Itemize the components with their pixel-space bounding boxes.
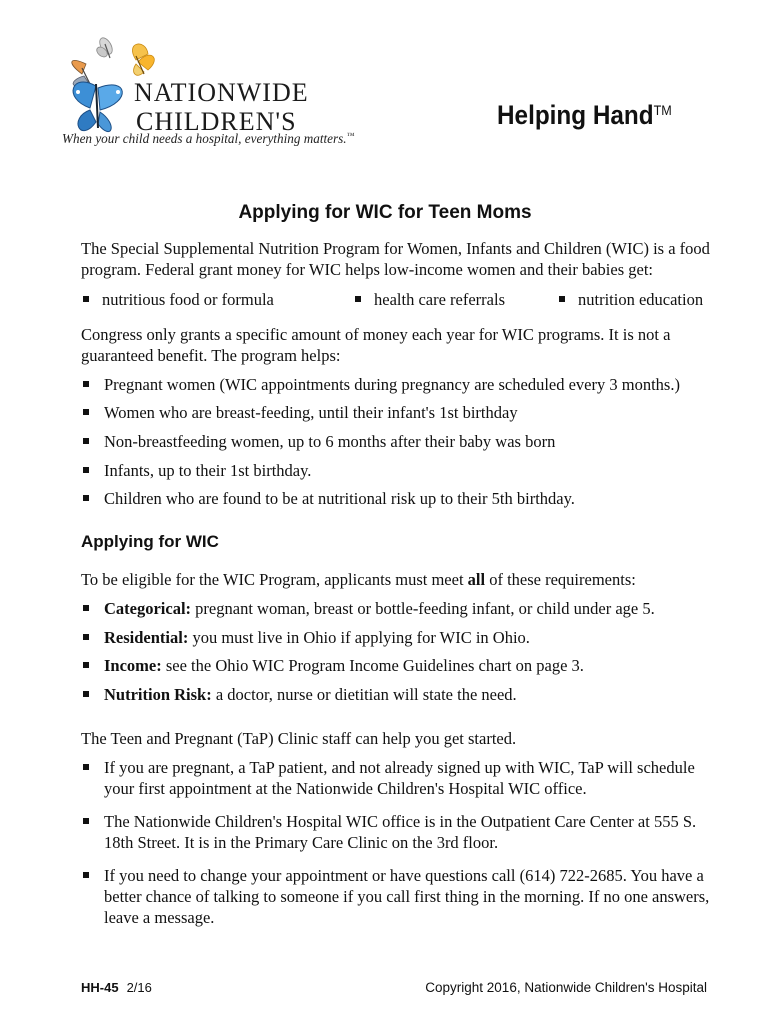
helps-list-item: Children who are found to be at nutritional risk up to their 5th birthday. — [81, 488, 711, 509]
footer-code: HH-45 2/16 — [81, 980, 152, 995]
brand-wordmark — [134, 80, 309, 135]
requirement-item: Residential: you must live in Ohio if applying for WIC in Ohio. — [81, 627, 711, 648]
tap-list-item: If you are pregnant, a TaP patient, and not already signed up with WIC, TaP will schedule your first appointment at the Nationwide Children's Hospital WIC office. — [81, 757, 711, 799]
tap-list-item: The Nationwide Children's Hospital WIC office is in the Outpatient Care Center at 555 S. 18th Street. It is in the Primary Care Clinic on the 3rd floor. — [81, 811, 711, 853]
intro-paragraph: The Special Supplemental Nutrition Program for Women, Infants and Children (WIC) is a food program. Federal grant money for WIC helps low-income women and their babies get: — [81, 239, 710, 279]
section-heading: Applying for WIC — [81, 532, 219, 551]
requirement-item: Nutrition Risk: a doctor, nurse or dietitian will state the need. — [81, 684, 711, 705]
helps-list-item: Non-breastfeeding women, up to 6 months after their baby was born — [81, 431, 711, 452]
tap-intro: The Teen and Pregnant (TaP) Clinic staff can help you get started. — [81, 729, 517, 748]
eligibility-intro: To be eligible for the WIC Program, applicants must meet all of these requirements: — [81, 570, 636, 589]
benefit-item: nutritious food or formula — [81, 289, 274, 310]
helps-list-item: Infants, up to their 1st birthday. — [81, 460, 711, 481]
benefit-item: nutrition education — [557, 289, 703, 310]
benefit-item: health care referrals — [353, 289, 505, 310]
requirement-item: Categorical: pregnant woman, breast or bottle-feeding infant, or child under age 5. — [81, 598, 711, 619]
tap-list-item: If you need to change your appointment or have questions call (614) 722-2685. You have a better chance of talking to someone if you call first thing in the morning. If no one answers, leave a message. — [81, 865, 711, 928]
footer-copyright: Copyright 2016, Nationwide Children's Hospital — [425, 980, 707, 995]
tagline: When your child needs a hospital, everything matters.™ — [62, 131, 355, 146]
helps-list-item: Women who are breast-feeding, until their infant's 1st birthday — [81, 402, 711, 423]
brand-line-1: NATIONWIDE — [134, 78, 309, 107]
brand-line-2: CHILDREN'S — [136, 107, 297, 136]
series-title: Helping Hand™ — [497, 100, 672, 130]
helps-list-item: Pregnant women (WIC appointments during pregnancy are scheduled every 3 months.) — [81, 374, 711, 395]
congress-paragraph: Congress only grants a specific amount of money each year for WIC programs. It is not a guaranteed benefit. The program helps: — [81, 325, 671, 365]
requirement-item: Income: see the Ohio WIC Program Income Guidelines chart on page 3. — [81, 655, 711, 676]
page-title: Applying for WIC for Teen Moms — [238, 202, 532, 223]
